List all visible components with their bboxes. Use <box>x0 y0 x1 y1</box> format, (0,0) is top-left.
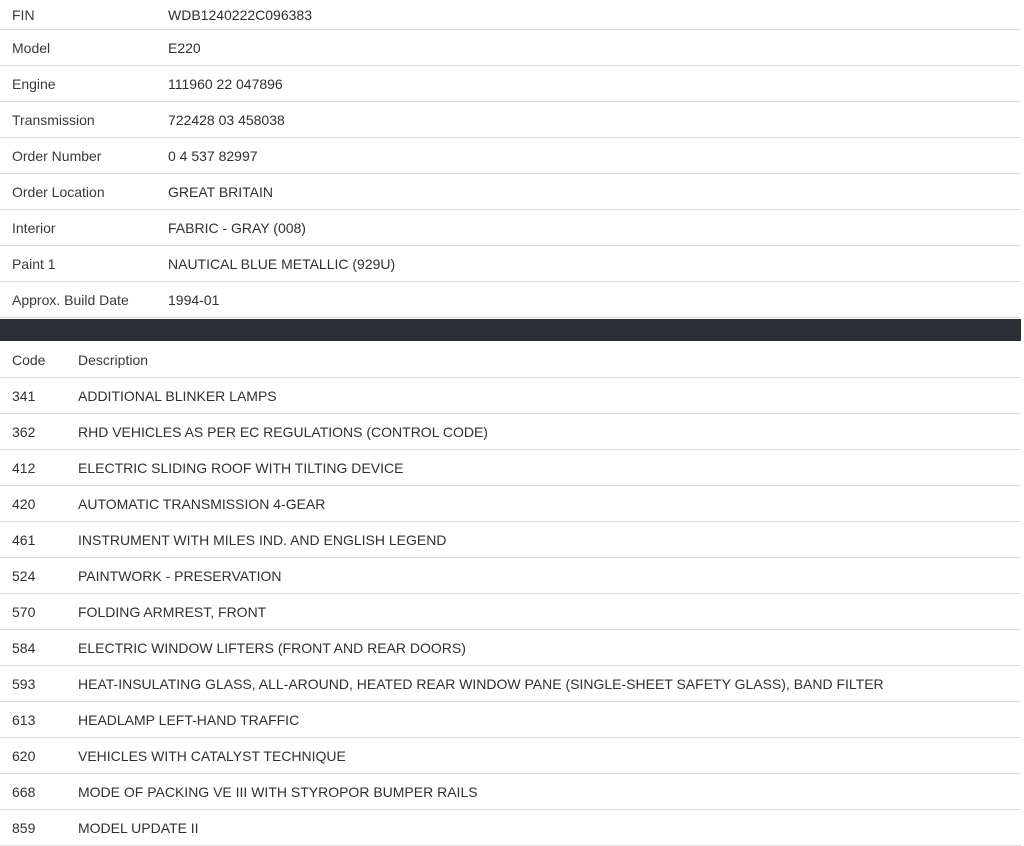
option-description: PAINTWORK - PRESERVATION <box>78 567 282 584</box>
option-description: ELECTRIC WINDOW LIFTERS (FRONT AND REAR DOORS) <box>78 639 466 656</box>
vehicle-info-row <box>0 30 1021 66</box>
vehicle-info-value: GREAT BRITAIN <box>168 183 274 200</box>
vehicle-info-row <box>0 102 1021 138</box>
vehicle-info-value: FABRIC - GRAY (008) <box>168 219 306 236</box>
option-code: 524 <box>12 567 36 584</box>
vehicle-info-value: WDB1240222C096383 <box>168 6 312 23</box>
option-code: 362 <box>12 423 36 440</box>
vehicle-info-label: Model <box>12 39 51 56</box>
option-row <box>0 558 1021 594</box>
vehicle-info-value: 722428 03 458038 <box>168 111 285 128</box>
option-code: 341 <box>12 387 36 404</box>
code-column-header: Code <box>12 351 46 368</box>
vehicle-info-row <box>0 138 1021 174</box>
option-code: 668 <box>12 783 36 800</box>
vehicle-info-label: Paint 1 <box>12 255 56 272</box>
vehicle-info-value: 0 4 537 82997 <box>168 147 258 164</box>
vehicle-info-row <box>0 246 1021 282</box>
vehicle-info-table <box>0 0 1021 318</box>
vehicle-info-label: Order Location <box>12 183 105 200</box>
option-row <box>0 450 1021 486</box>
vehicle-info-label: Engine <box>12 75 56 92</box>
option-row <box>0 630 1021 666</box>
option-row <box>0 666 1021 702</box>
vehicle-info-value: 111960 22 047896 <box>168 75 283 92</box>
option-description: RHD VEHICLES AS PER EC REGULATIONS (CONTROL CODE) <box>78 423 488 440</box>
option-description: MODE OF PACKING VE III WITH STYROPOR BUMPER RAILS <box>78 783 478 800</box>
option-code: 593 <box>12 675 36 692</box>
option-description: MODEL UPDATE II <box>78 819 199 836</box>
option-description: AUTOMATIC TRANSMISSION 4-GEAR <box>78 495 326 512</box>
option-row <box>0 522 1021 558</box>
option-description: ELECTRIC SLIDING ROOF WITH TILTING DEVICE <box>78 459 404 476</box>
vehicle-info-value: E220 <box>168 39 201 56</box>
option-code: 584 <box>12 639 36 656</box>
option-description: VEHICLES WITH CATALYST TECHNIQUE <box>78 747 346 764</box>
option-row <box>0 486 1021 522</box>
option-row <box>0 810 1021 846</box>
option-description: FOLDING ARMREST, FRONT <box>78 603 267 620</box>
options-table-header-row <box>0 342 1021 378</box>
option-code: 570 <box>12 603 36 620</box>
vehicle-info-row <box>0 282 1021 318</box>
options-table <box>0 342 1021 846</box>
vehicle-info-label: FIN <box>12 6 35 23</box>
option-row <box>0 594 1021 630</box>
vehicle-info-row <box>0 174 1021 210</box>
option-description: HEAT-INSULATING GLASS, ALL-AROUND, HEATED REAR WINDOW PANE (SINGLE-SHEET SAFETY GLASS), BAND FILTER <box>78 675 884 692</box>
option-row <box>0 378 1021 414</box>
option-code: 412 <box>12 459 36 476</box>
vehicle-info-label: Interior <box>12 219 56 236</box>
option-code: 420 <box>12 495 36 512</box>
options-table-body <box>0 378 1021 846</box>
option-description: ADDITIONAL BLINKER LAMPS <box>78 387 277 404</box>
vehicle-info-row <box>0 0 1021 30</box>
option-row <box>0 702 1021 738</box>
vehicle-info-value: 1994-01 <box>168 291 220 308</box>
option-code: 859 <box>12 819 36 836</box>
description-column-header: Description <box>78 351 149 368</box>
vehicle-info-row <box>0 210 1021 246</box>
vehicle-info-label: Approx. Build Date <box>12 291 129 308</box>
option-description: HEADLAMP LEFT-HAND TRAFFIC <box>78 711 300 728</box>
vehicle-info-label: Order Number <box>12 147 102 164</box>
vehicle-info-row <box>0 66 1021 102</box>
option-row <box>0 774 1021 810</box>
option-code: 461 <box>12 531 36 548</box>
option-code: 613 <box>12 711 36 728</box>
option-description: INSTRUMENT WITH MILES IND. AND ENGLISH LEGEND <box>78 531 447 548</box>
option-code: 620 <box>12 747 36 764</box>
option-row <box>0 414 1021 450</box>
option-row <box>0 738 1021 774</box>
vehicle-info-value: NAUTICAL BLUE METALLIC (929U) <box>168 255 396 272</box>
section-divider-bar <box>0 319 1021 341</box>
vehicle-info-label: Transmission <box>12 111 95 128</box>
